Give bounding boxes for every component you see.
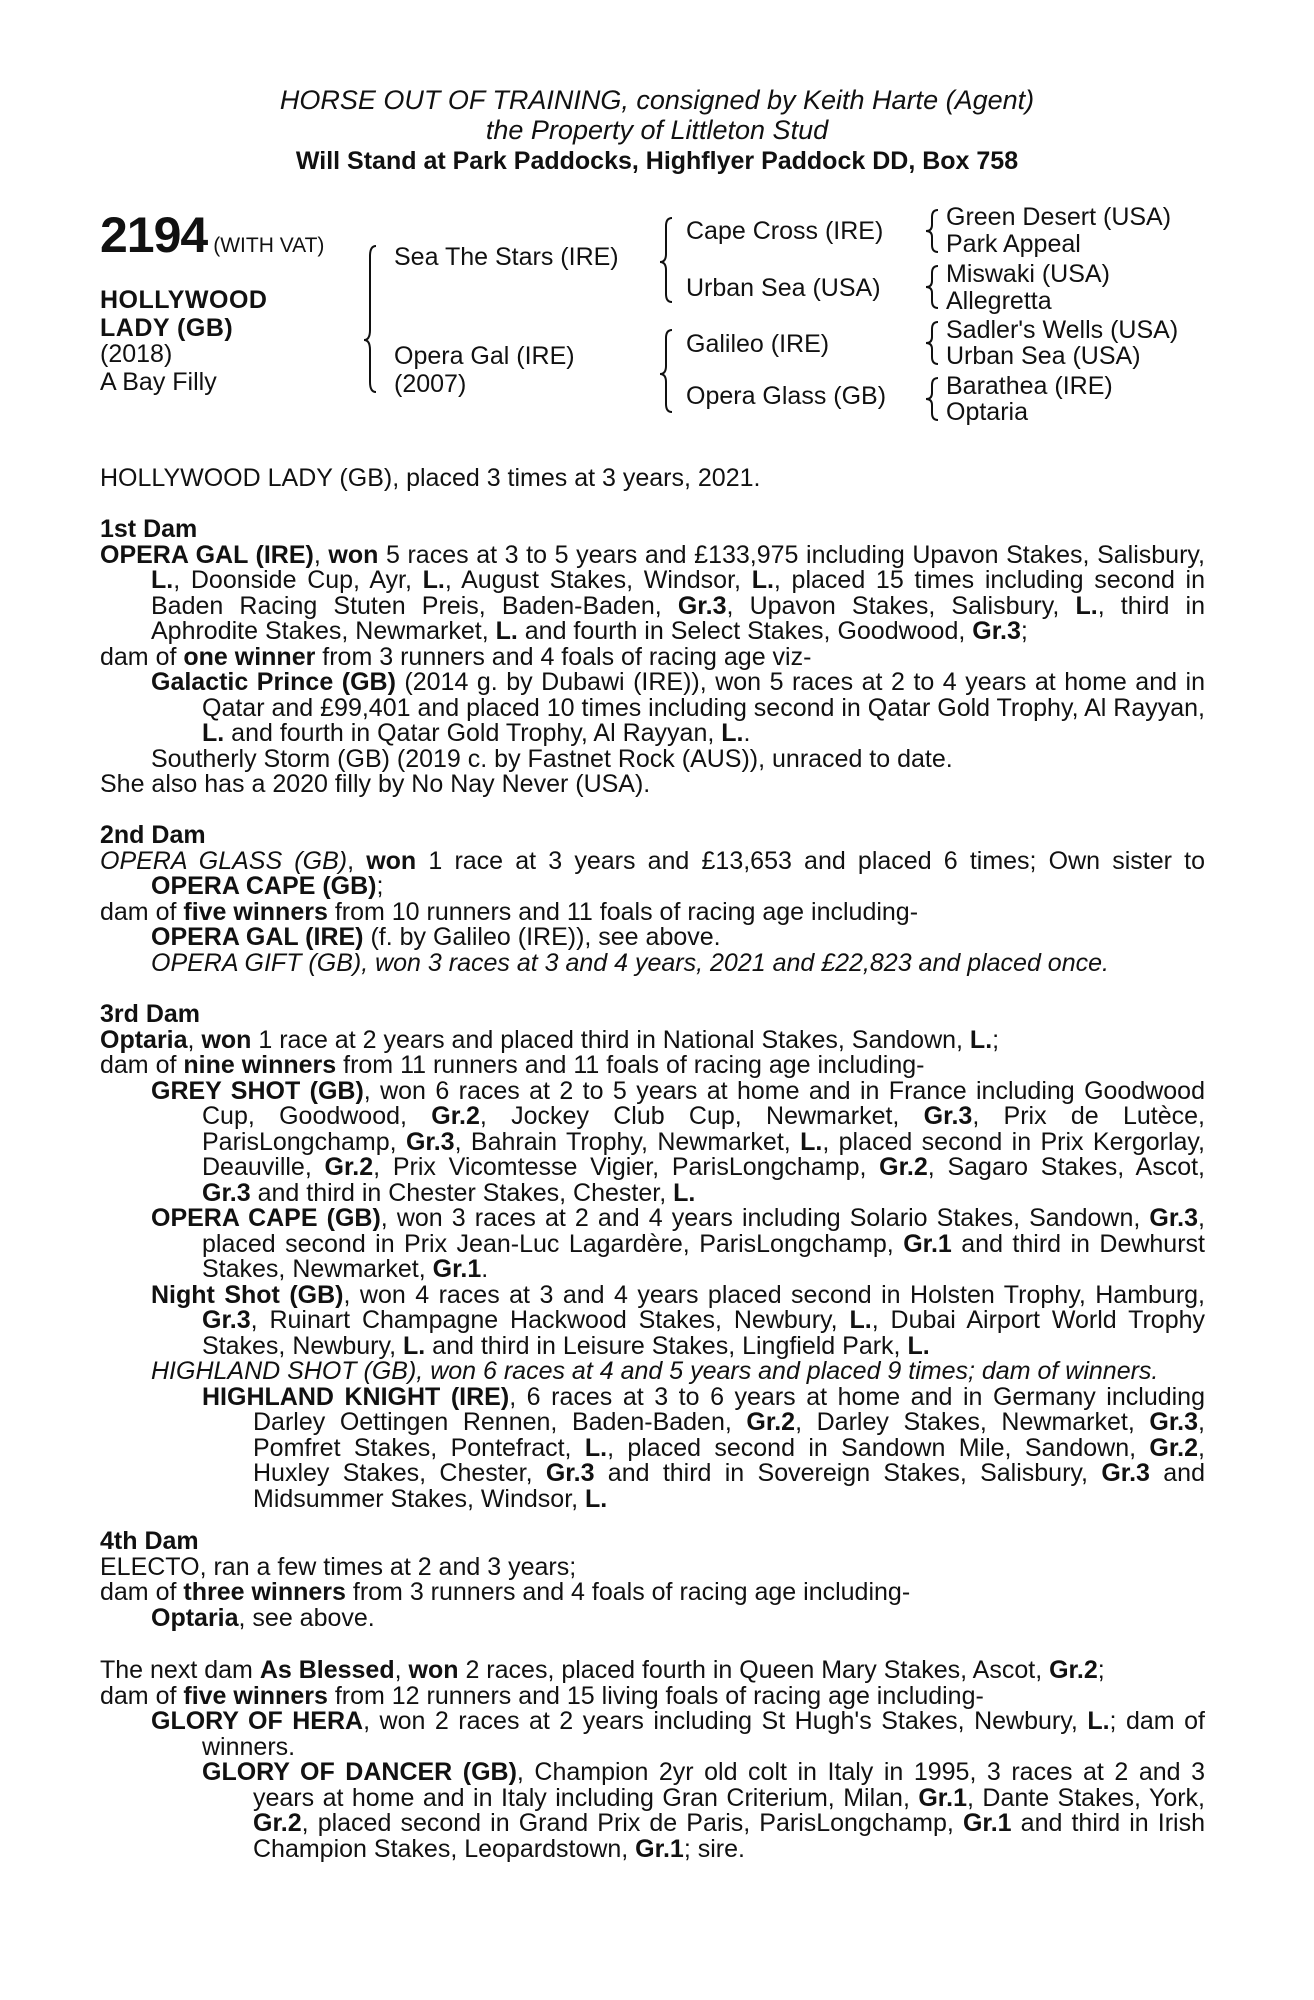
third-dam-grandprogeny: HIGHLAND KNIGHT (IRE), 6 races at 3 to 6 years at home and in Germany including Darley Oettingen Rennen, Baden-Baden, Gr.2, Darley Stakes, Newmarket, Gr.3, Pomfret Stakes, Pontefract, L., placed second in Sandown Mile, Sandown, Gr.2, Huxley Stakes, Chester, Gr.3 and third in Sovereign Stakes, Salisbury, Gr.3 and Midsummer Stakes, Windsor, L. [202, 1382, 1205, 1513]
second-dam-produce: dam of five winners from 10 runners and 11 foals of racing age including- [100, 897, 919, 926]
first-dam-produce: dam of one winner from 3 runners and 4 foals of racing age viz- [100, 642, 812, 671]
third-dam-produce: dam of nine winners from 11 runners and 11 foals of racing age including- [100, 1051, 925, 1079]
bracket-gen3-4 [926, 378, 938, 420]
fourth-dam-record: ELECTO, ran a few times at 2 and 3 years; [100, 1552, 577, 1581]
bracket-gen3-2 [926, 266, 938, 308]
dss: Sadler's Wells (USA) [946, 316, 1179, 344]
third-dam-section [100, 1002, 1205, 1512]
horse-description: A Bay Filly [100, 368, 217, 396]
third-dam-progeny-4: HIGHLAND SHOT (GB), won 6 races at 4 and 5 years and placed 9 times; dam of winners. [151, 1357, 1159, 1385]
dds: Barathea (IRE) [946, 372, 1113, 400]
third-dam-progeny-1: GREY SHOT (GB), won 6 races at 2 to 5 years at home and in France including Goodwood Cup, Goodwood, Gr.2, Jockey Club Cup, Newmarket, Gr.3, Prix de Lutèce, ParisLongchamp, Gr.3, Bahrain Trophy, Newmarket, L., placed second in Prix Kergorlay, Deauville, Gr.2, Prix Vicomtesse Vigier, ParisLongchamp, Gr.2, Sagaro Stakes, Ascot, Gr.3 and third in Chester Stakes, Chester, L. [151, 1076, 1206, 1207]
next-dam-name: As Blessed [259, 1656, 395, 1684]
third-dam-progeny-3: Night Shot (GB), won 4 races at 3 and 4 years placed second in Holsten Trophy, Hamburg, Gr.3, Ruinart Champagne Hackwood Stakes, Newbury, L., Dubai Airport World Trophy Stakes, Newbury, L. and third in Leisure Stakes, Lingfield Park, L. [151, 1280, 1206, 1360]
second-dam-heading: 2nd Dam [100, 821, 206, 849]
dsd: Urban Sea (USA) [946, 342, 1141, 370]
next-dam-grandprogeny: GLORY OF DANCER (GB), Champion 2yr old colt in Italy in 1995, 3 races at 2 and 3 years at home and in Italy including Gran Criterium, Milan, Gr.1, Dante Stakes, York, Gr.2, placed second in Grand Prix de Paris, ParisLongchamp, Gr.1 and third in Irish Champion Stakes, Leopardstown, Gr.1; sire. [202, 1758, 1205, 1863]
next-dam-section [100, 1658, 1205, 1862]
first-dam-progeny-2: Southerly Storm (GB) (2019 c. by Fastnet Rock (AUS)), unraced to date. [151, 744, 953, 773]
next-dam-record: The next dam As Blessed, won 2 races, placed fourth in Queen Mary Stakes, Ascot, Gr.2; [100, 1656, 1105, 1684]
lot-number: 2194 [100, 207, 208, 263]
third-dam-progeny-2: OPERA CAPE (GB), won 3 races at 2 and 4 years including Solario Stakes, Sandown, Gr.3, placed second in Prix Jean-Luc Lagardère, ParisLongchamp, Gr.1 and third in Dewhurst Stakes, Newmarket, Gr.1. [151, 1204, 1205, 1283]
fourth-dam-section [100, 1529, 1205, 1631]
dam-name: Opera Gal (IRE) [394, 342, 575, 370]
bracket-gen2-sire [660, 218, 672, 302]
second-dam-progeny-2: OPERA GIFT (GB), won 3 races at 3 and 4 years, 2021 and £22,823 and placed once. [151, 948, 1109, 977]
next-dam-progeny-1: GLORY OF HERA, won 2 races at 2 years including St Hugh's Stakes, Newbury, L.; dam of winners. [151, 1707, 1205, 1761]
fourth-dam-heading: 4th Dam [100, 1527, 199, 1555]
third-dam-record: Optaria, won 1 race at 2 years and placed third in National Stakes, Sandown, L.; [100, 1025, 1000, 1054]
location-line: Will Stand at Park Paddocks, Highflyer Paddock DD, Box 758 [295, 147, 1019, 175]
dam-year: (2007) [394, 370, 467, 398]
dam-dam: Opera Glass (GB) [686, 382, 887, 410]
ssd: Park Appeal [946, 230, 1081, 258]
first-dam-section [100, 517, 1205, 798]
first-dam-name: OPERA GAL (IRE) [100, 540, 314, 569]
consignor-line: HORSE OUT OF TRAINING, consigned by Keith Harte (Agent) [279, 85, 1035, 115]
bracket-gen3-1 [926, 210, 938, 252]
foaling-year: (2018) [100, 340, 173, 368]
vat-label: (WITH VAT) [213, 234, 325, 257]
first-dam-progeny-1: Galactic Prince (GB) (2014 g. by Dubawi (IRE)), won 5 races at 2 to 4 years at home and in Qatar and £99,401 and placed 10 times including second in Qatar Gold Trophy, Al Rayyan, L. and fourth in Qatar Gold Trophy, Al Rayyan, L.. [151, 668, 1206, 747]
third-dam-heading: 3rd Dam [100, 1000, 201, 1028]
sds: Miswaki (USA) [946, 260, 1110, 288]
bracket-gen3-3 [926, 322, 938, 364]
dam-sire: Galileo (IRE) [686, 330, 830, 358]
horse-name-line1: HOLLYWOOD [100, 286, 268, 314]
sire-sire: Cape Cross (IRE) [686, 217, 884, 245]
second-dam-record: OPERA GLASS (GB), won 1 race at 3 years and £13,653 and placed 6 times; Own sister to OPERA CAPE (GB); [100, 846, 1205, 900]
second-dam-progeny-1: OPERA GAL (IRE) (f. by Galileo (IRE)), see above. [151, 923, 721, 951]
second-dam-name: OPERA GLASS (GB) [100, 846, 348, 875]
fourth-dam-progeny-1: Optaria, see above. [151, 1603, 375, 1632]
bracket-gen2-dam [660, 330, 672, 412]
first-dam-record: OPERA GAL (IRE), won 5 races at 3 to 5 years and £133,975 including Upavon Stakes, Salisbury, L., Doonside Cup, Ayr, L., August Stakes, Windsor, L., placed 15 times including second in Baden Racing Stuten Preis, Baden-Baden, Gr.3, Upavon Stakes, Salisbury, L., third in Aphrodite Stakes, Newmarket, L. and fourth in Select Stakes, Goodwood, Gr.3; [100, 540, 1206, 645]
bracket-gen1 [364, 246, 376, 392]
property-line: the Property of Littleton Stud [485, 115, 829, 145]
ddd: Optaria [946, 398, 1028, 426]
next-dam-produce: dam of five winners from 12 runners and 15 living foals of racing age including- [100, 1681, 984, 1710]
third-dam-name: Optaria [100, 1025, 188, 1054]
sire-name: Sea The Stars (IRE) [394, 243, 619, 271]
horse-name-line2: LADY (GB) [100, 314, 234, 342]
race-summary: HOLLYWOOD LADY (GB), placed 3 times at 3 years, 2021. [100, 464, 761, 492]
fourth-dam-produce: dam of three winners from 3 runners and 4 foals of racing age including- [100, 1578, 911, 1606]
second-dam-section [100, 823, 1205, 976]
first-dam-heading: 1st Dam [100, 515, 198, 543]
sss: Green Desert (USA) [946, 203, 1172, 231]
sdd: Allegretta [946, 287, 1052, 315]
first-dam-note: She also has a 2020 filly by No Nay Never (USA). [100, 770, 651, 798]
sire-dam: Urban Sea (USA) [686, 274, 881, 302]
